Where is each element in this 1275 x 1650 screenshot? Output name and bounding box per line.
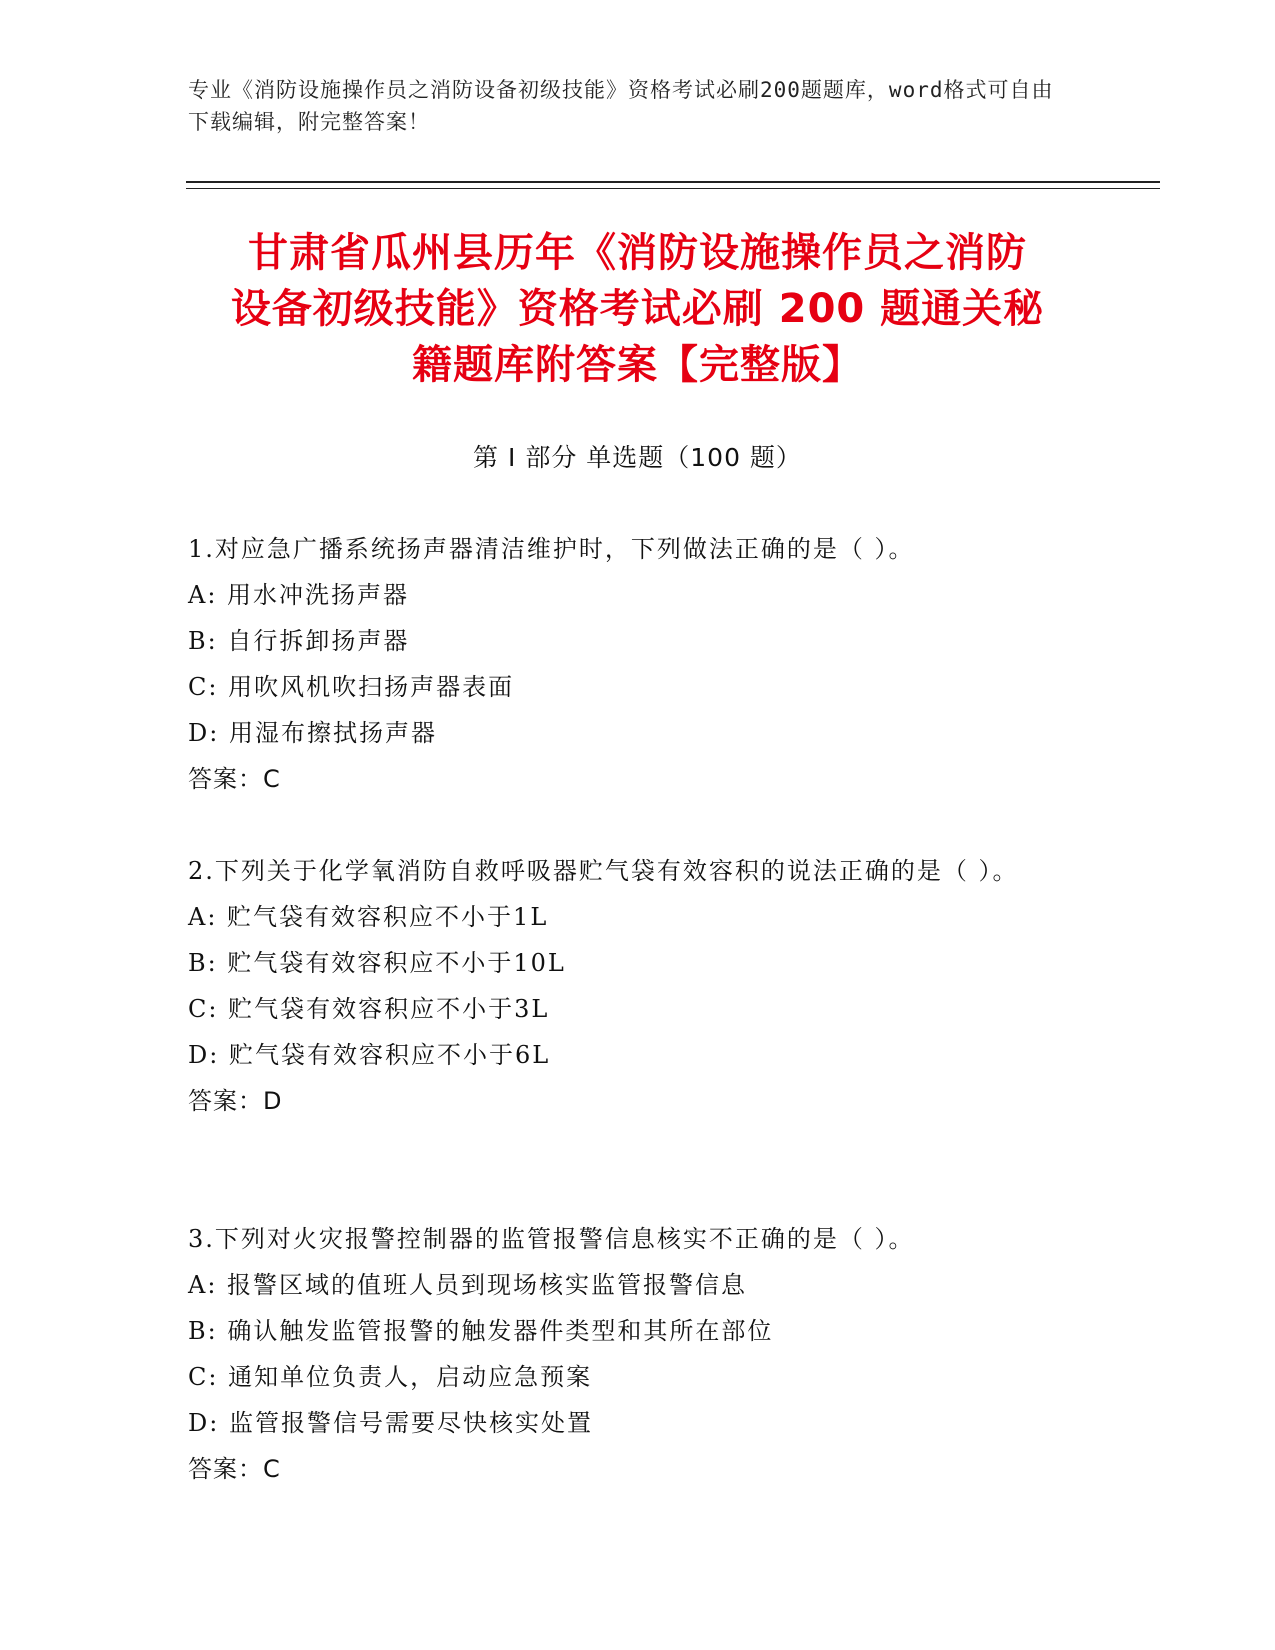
option-d: D: 监管报警信号需要尽快核实处置 (188, 1409, 593, 1437)
header-rule-thick (186, 181, 1160, 183)
question-1 (188, 526, 1088, 802)
option-c: C: 用吹风机吹扫扬声器表面 (188, 673, 515, 701)
question-3 (188, 1216, 1088, 1492)
option-d: D: 贮气袋有效容积应不小于6L (188, 1041, 551, 1069)
document-title-line-2: 设备初级技能》资格考试必刷 200 题通关秘 (230, 286, 1045, 332)
question-2 (188, 848, 1088, 1124)
header-rule-thin (186, 188, 1160, 189)
option-b: B: 确认触发监管报警的触发器件类型和其所在部位 (188, 1317, 774, 1345)
header-note: 专业《消防设施操作员之消防设备初级技能》资格考试必刷200题题库，word格式可自由下载编辑，附完整答案！ (188, 78, 1054, 134)
question-stem: 1.对应急广播系统扬声器清洁维护时，下列做法正确的是（ ）。 (188, 535, 915, 563)
answer: 答案：D (188, 1087, 283, 1115)
option-a: A: 贮气袋有效容积应不小于1L (188, 903, 549, 931)
option-b: B: 贮气袋有效容积应不小于10L (188, 949, 566, 977)
option-a: A: 报警区域的值班人员到现场核实监管报警信息 (188, 1271, 748, 1299)
document-title-line-3: 籍题库附答案【完整版】 (412, 342, 863, 388)
section-title: 第 I 部分 单选题（100 题） (473, 443, 802, 472)
option-a: A: 用水冲洗扬声器 (188, 581, 410, 609)
option-b: B: 自行拆卸扬声器 (188, 627, 410, 655)
option-c: C: 贮气袋有效容积应不小于3L (188, 995, 550, 1023)
answer: 答案：C (188, 1455, 281, 1483)
document-title (150, 225, 1125, 393)
document-title-line-1: 甘肃省瓜州县历年《消防设施操作员之消防 (248, 230, 1027, 276)
option-d: D: 用湿布擦拭扬声器 (188, 719, 437, 747)
answer: 答案：C (188, 765, 281, 793)
question-stem: 2.下列关于化学氧消防自救呼吸器贮气袋有效容积的说法正确的是（ ）。 (188, 857, 1019, 885)
option-c: C: 通知单位负责人，启动应急预案 (188, 1363, 593, 1391)
question-stem: 3.下列对火灾报警控制器的监管报警信息核实不正确的是（ ）。 (188, 1225, 915, 1253)
